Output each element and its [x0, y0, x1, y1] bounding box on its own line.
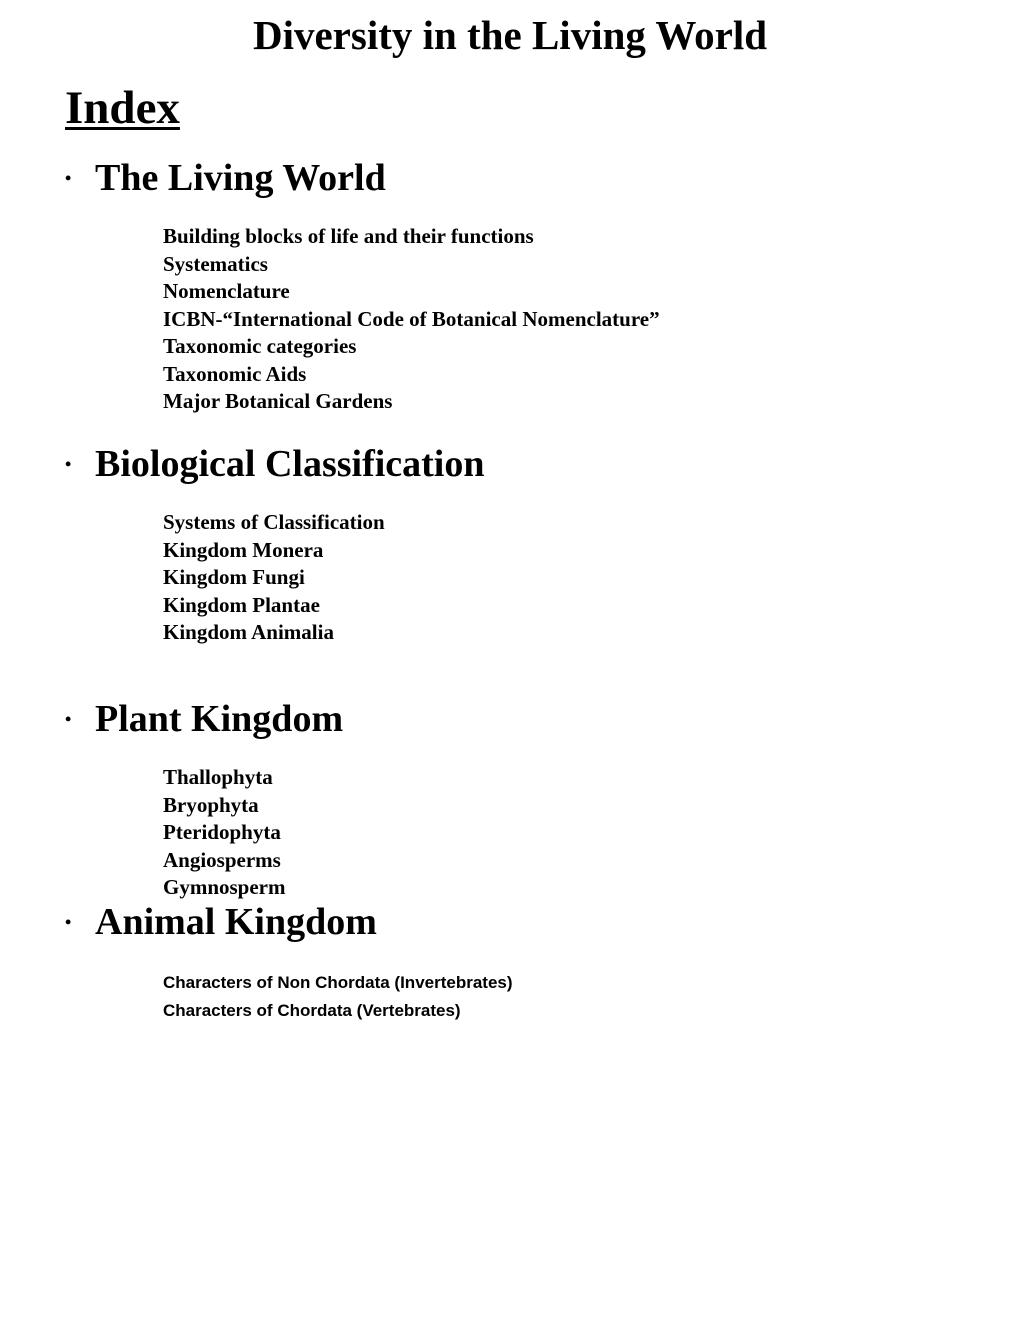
bullet-icon: •	[65, 168, 72, 188]
bullet-icon: •	[65, 709, 72, 729]
list-item: Kingdom Animalia	[163, 620, 334, 644]
section-heading: Plant Kingdom	[95, 698, 344, 740]
list-item: Major Botanical Gardens	[163, 389, 393, 413]
list-item: Kingdom Fungi	[163, 565, 305, 589]
bullet-icon: •	[65, 912, 72, 932]
list-item: Taxonomic Aids	[163, 361, 307, 386]
document-title: Diversity in the Living World	[252, 12, 768, 58]
section-heading: Biological Classification	[95, 443, 485, 485]
list-item: Pteridophyta	[163, 820, 281, 844]
subtopic-list	[163, 223, 660, 416]
subtopic-list	[163, 969, 513, 1024]
section-heading: The Living World	[95, 157, 386, 199]
list-item: Systematics	[163, 251, 268, 276]
list-item: Building blocks of life and their functions	[163, 224, 534, 248]
section-heading: Animal Kingdom	[95, 901, 377, 943]
list-item: Nomenclature	[163, 279, 290, 303]
list-item: Systems of Classification	[163, 510, 385, 534]
list-item: ICBN-“International Code of Botanical Nomenclature”	[163, 306, 660, 331]
subtopic-list	[163, 764, 286, 902]
list-item: Angiosperms	[163, 847, 281, 872]
list-item: Gymnosperm	[163, 875, 286, 899]
list-item: Kingdom Monera	[163, 537, 324, 562]
list-item: Taxonomic categories	[163, 334, 357, 358]
bullet-icon: •	[65, 454, 72, 474]
list-item: Kingdom Plantae	[163, 592, 320, 617]
list-item: Bryophyta	[163, 792, 259, 817]
subtopic-list	[163, 509, 385, 647]
list-item: Thallophyta	[163, 765, 273, 789]
list-item: Characters of Chordata (Vertebrates)	[163, 1000, 461, 1020]
index-heading: Index	[65, 82, 180, 134]
list-item: Characters of Non Chordata (Invertebrates)	[163, 973, 513, 992]
